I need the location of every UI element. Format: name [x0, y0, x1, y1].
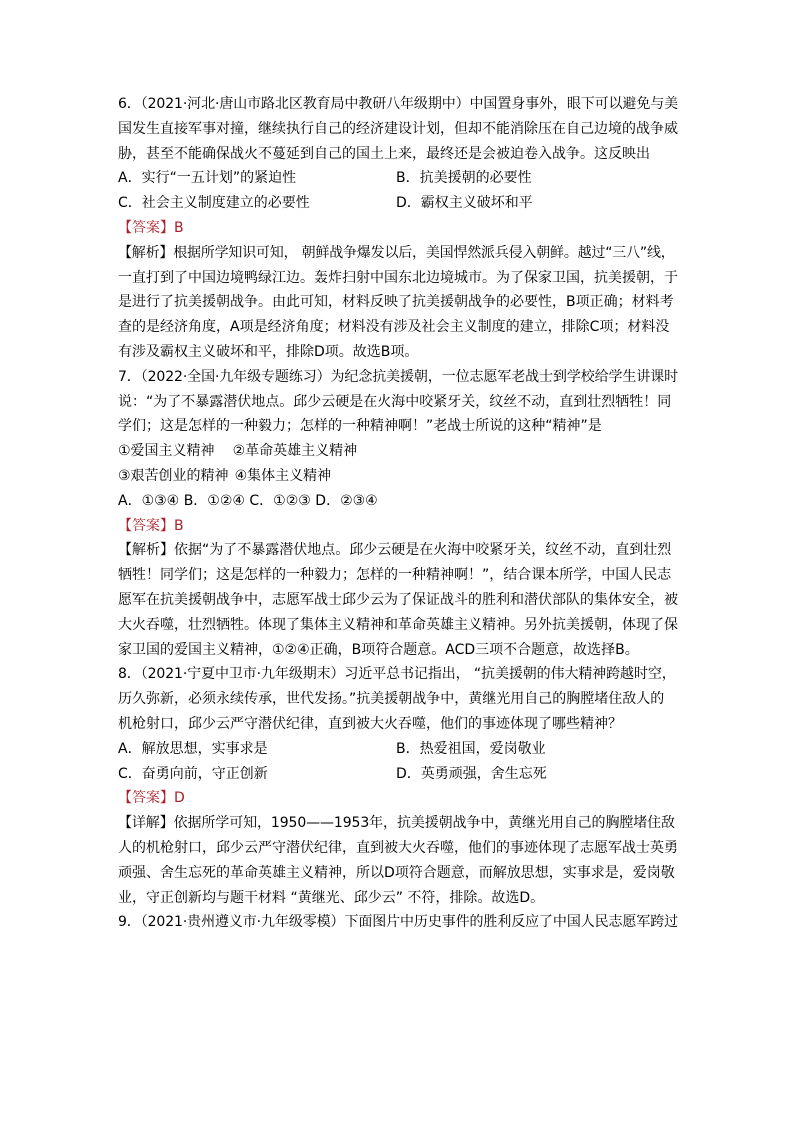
question-stem-line: 说：“为了不暴露潜伏地点。邱少云硬是在火海中咬紧牙关，纹丝不动，直到壮烈牺牲！同 [118, 393, 672, 410]
answer-label: 【答案】D [118, 790, 185, 807]
question-9 [118, 910, 678, 935]
question-stem-line: 6．（2021·河北·唐山市路北区教育局中教研八年级期中）中国置身事外，眼下可以避免与美 [118, 96, 679, 112]
question-stem-line: 9．（2021·贵州遵义市·九年级零模）下面图片中历史事件的胜利反应了中国人民志愿军跨过 [118, 914, 679, 931]
answer-label: 【答案】B [118, 219, 184, 236]
analysis-line: 【详解】依据所学可知，1950——1953年，抗美援朝战争中，黄继光用自己的胸膛堵住敌 [118, 815, 675, 832]
analysis-line: 家卫国的爱国主义精神，①②④正确，B项符合题意。ACD三项不合题意，故选择B。 [118, 641, 639, 658]
option-c: C．①②③ [249, 492, 311, 509]
answer-label: 【答案】B [118, 517, 184, 534]
option-b: B．热爱祖国，爱岗敬业 [396, 740, 546, 757]
option-a: A．①③④ [118, 492, 180, 509]
option-c: C．社会主义制度建立的必要性 [118, 195, 310, 212]
analysis-line: 一直打到了中国边境鸭绿江边。轰炸扫射中国东北边境城市。为了保家卫国，抗美援朝，于 [118, 269, 678, 286]
numbered-items-row [118, 439, 678, 464]
question-stem-line: 历久弥新，必须永续传承，世代发扬。”抗美援朝战争中，黄继光用自己的胸膛堵住敌人的 [118, 691, 665, 708]
analysis-line: 【解析】依据“为了不暴露潜伏地点。邱少云硬是在火海中咬紧牙关，纹丝不动，直到壮烈 [118, 542, 672, 559]
analysis-line: 查的是经济角度，A项是经济角度；材料没有涉及社会主义制度的建立，排除C项；材料没 [118, 319, 670, 336]
question-7 [118, 365, 678, 663]
option-a: A．解放思想，实事求是 [118, 740, 268, 757]
option-b: B．①②④ [183, 492, 245, 509]
analysis-line: 是进行了抗美援朝战争。由此可知，材料反映了抗美援朝战争的必要性，B项正确；材料考 [118, 294, 674, 311]
question-stem-line: 胁，甚至不能确保战火不蔓延到自己的国土上来，最终还是会被迫卷入战争。这反映出 [118, 145, 650, 162]
question-8 [118, 662, 678, 910]
options-row [118, 166, 678, 191]
options-row [118, 737, 678, 762]
item-3: ③艰苦创业的精神 [118, 467, 229, 484]
analysis-line: 顽强、舍生忘死的革命英雄主义精神，所以D项符合题意，而解放思想，实事求是，爱岗敬 [118, 864, 675, 881]
item-4: ④集体主义精神 [234, 467, 332, 484]
analysis-line: 【解析】根据所学知识可知， 朝鲜战争爆发以后，美国悍然派兵侵入朝鲜。越过“三八”线， [118, 244, 675, 261]
numbered-items-row [118, 464, 678, 489]
question-stem-line: 国发生直接军事对撞，继续执行自己的经济建设计划，但却不能消除压在自己边境的战争威 [118, 120, 678, 137]
analysis-line: 有涉及霸权主义破坏和平，排除D项。故选B项。 [118, 343, 419, 360]
option-d: D．霸权主义破坏和平 [396, 195, 533, 212]
question-stem-line: 7．（2022·全国·九年级专题练习）为纪念抗美援朝，一位志愿军老战士到学校给学生讲课时 [118, 368, 679, 385]
options-row [118, 762, 678, 787]
options-row [118, 191, 678, 216]
option-c: C．奋勇向前，守正创新 [118, 765, 268, 782]
document-page [118, 92, 678, 935]
item-2: ②革命英雄主义精神 [232, 443, 358, 460]
item-1: ①爱国主义精神 [118, 443, 215, 460]
question-stem-line: 学们；这是怎样的一种毅力；怎样的一种精神啊！”老战士所说的这种“精神”是 [118, 418, 602, 435]
analysis-line: 愿军在抗美援朝战争中，志愿军战士邱少云为了保证战斗的胜利和潜伏部队的集体安全，被 [118, 591, 678, 608]
option-b: B．抗美援朝的必要性 [396, 170, 532, 187]
option-d: D．英勇顽强，舍生忘死 [396, 765, 547, 782]
analysis-line: 人的机枪射口，邱少云严守潜伏纪律，直到被大火吞噬，他们的事迹体现了志愿军战士英勇 [118, 839, 678, 856]
question-stem-line: 机枪射口，邱少云严守潜伏纪律，直到被大火吞噬，他们的事迹体现了哪些精神？ [118, 715, 622, 732]
question-6 [118, 92, 678, 365]
option-d: D．②③④ [315, 492, 378, 509]
analysis-line: 业，守正创新均与题干材料 “黄继光、邱少云” 不符，排除。故选D。 [118, 889, 545, 906]
options-row [118, 489, 678, 514]
question-stem-line: 8．（2021·宁夏中卫市·九年级期末）习近平总书记指出， “抗美援朝的伟大精神跨越时空， [118, 666, 676, 683]
option-a: A．实行“一五计划”的紧迫性 [118, 170, 297, 187]
analysis-line: 牺牲！同学们；这是怎样的一种毅力；怎样的一种精神啊！”，结合课本所学，中国人民志 [118, 567, 672, 584]
analysis-line: 大火吞噬，壮烈牺牲。体现了集体主义精神和革命英雄主义精神。另外抗美援朝，体现了保 [118, 616, 678, 633]
